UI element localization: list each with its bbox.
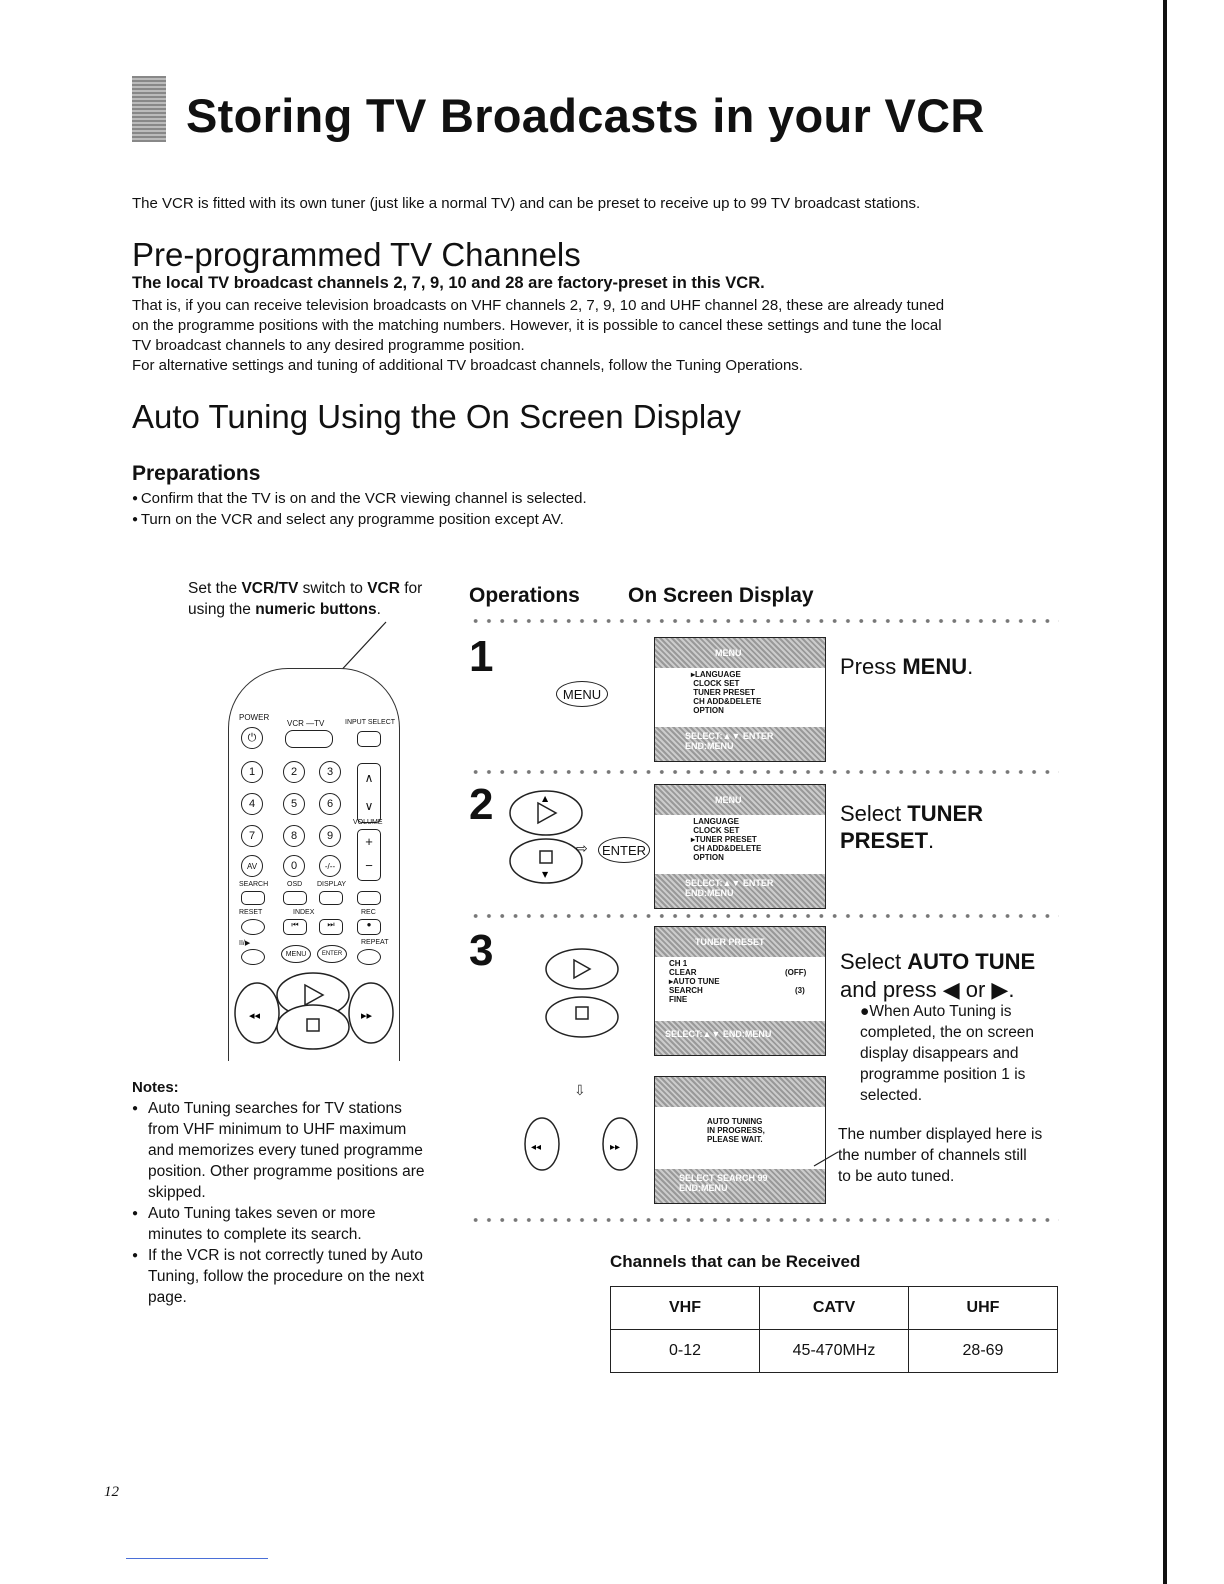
step-instruction: Select AUTO TUNE and press ◀ or ▶. (840, 949, 1036, 1002)
table-row (611, 1330, 1058, 1373)
osd-footer: SELECT:▲▼ END:MENU (665, 1029, 772, 1039)
display-button[interactable] (319, 891, 343, 905)
repeat-button[interactable] (357, 949, 381, 965)
auto-tuning-heading: Auto Tuning Using the On Screen Display (132, 398, 742, 435)
step-bullet: ●When Auto Tuning is completed, the on screen display disappears and programme position 1 is selected. (860, 1003, 1035, 1104)
divider (469, 768, 1059, 776)
num-button[interactable]: 8 (283, 825, 305, 847)
dpad-icon[interactable] (544, 945, 626, 1045)
page-edge-rule (1163, 0, 1167, 1584)
operations-heading: Operations (469, 584, 580, 607)
step-instruction: Press MENU. (840, 654, 974, 679)
channels-heading: Channels that can be Received (610, 1252, 861, 1271)
num-button[interactable]: 4 (241, 793, 263, 815)
table-header-row (611, 1287, 1058, 1330)
osd-screen (654, 784, 826, 909)
table-header: CATV (760, 1287, 909, 1330)
osd-footer: SELECT:▲▼ ENTER END:MENU (685, 731, 774, 751)
menu-key[interactable]: MENU (556, 681, 608, 707)
osd-footer: SELECT SEARCH 99 END:MENU (679, 1173, 768, 1193)
preparations-list (132, 488, 587, 530)
table-cell: 45-470MHz (760, 1330, 909, 1373)
vcrtv-label: VCR —TV (287, 719, 325, 728)
svg-text:◂◂: ◂◂ (531, 1142, 542, 1153)
notes-block (132, 1077, 462, 1308)
osd-menu: ▸LANGUAGE CLOCK SET TUNER PRESET CH ADD&DELETE OPTION (691, 670, 762, 715)
step-number: 3 (469, 926, 494, 975)
svg-text:▼: ▼ (542, 870, 549, 879)
table-header: VHF (611, 1287, 760, 1330)
osd-screen (654, 637, 826, 762)
display-label: DISPLAY (317, 881, 347, 888)
footer-rule (126, 1558, 268, 1559)
osd-footer: SELECT:▲▼ ENTER END:MENU (685, 878, 774, 898)
osd-screen (654, 926, 826, 1056)
arrow-icon: ⇨ (576, 840, 588, 856)
power-label: POWER (239, 713, 270, 722)
list-item: ● Auto Tuning searches for TV stations from VHF minimum to UHF maximum and memorizes every tuned programme position. Other programme positions are skipped. (132, 1100, 425, 1201)
search-label: SEARCH (239, 881, 269, 888)
rec-button[interactable]: ● (357, 919, 381, 935)
left-right-buttons[interactable] (522, 1112, 642, 1182)
reset-button[interactable] (241, 919, 265, 935)
list-item: ● Auto Tuning takes seven or more minutes to complete its search. (132, 1205, 376, 1243)
channels-table (610, 1286, 1058, 1373)
list-item: ● If the VCR is not correctly tuned by Auto Tuning, follow the procedure on the next page. (132, 1247, 425, 1306)
osd-button[interactable] (283, 891, 307, 905)
notes-heading: Notes: (132, 1079, 179, 1096)
input-select-label: INPUT SELECT (345, 719, 396, 726)
preparations-heading: Preparations (132, 462, 261, 485)
page-title: Storing TV Broadcasts in your VCR (186, 89, 985, 142)
volume-buttons[interactable]: + − (357, 829, 381, 881)
num-button[interactable]: 0 (283, 855, 305, 877)
repeat-label: REPEAT (361, 939, 389, 946)
channel-up-down[interactable]: ∧ ∨ (357, 763, 381, 823)
preprogrammed-heading: Pre-programmed TV Channels (132, 236, 581, 273)
divider (469, 1216, 1059, 1224)
step-instruction: Select TUNER PRESET. (840, 801, 984, 853)
remote-dpad[interactable] (229, 965, 399, 1061)
divider (469, 912, 1059, 920)
num-button[interactable]: 6 (319, 793, 341, 815)
table-header: UHF (909, 1287, 1058, 1330)
callout-line (810, 1150, 840, 1170)
osd-search-value: (3) (795, 986, 805, 995)
index-forward-button[interactable]: ⏭ (319, 919, 343, 935)
vcrtv-switch[interactable] (285, 730, 333, 748)
index-label: INDEX (293, 909, 315, 916)
preprogrammed-bold: The local TV broadcast channels 2, 7, 9, 10 and 28 are factory-preset in this VCR. (132, 274, 765, 292)
step-number: 2 (469, 780, 494, 829)
svg-text:◂◂: ◂◂ (249, 1009, 261, 1022)
volume-label: VOLUME (353, 819, 383, 826)
menu-button[interactable]: MENU (281, 945, 311, 963)
page-number: 12 (104, 1484, 119, 1500)
remote-note: Set the VCR/TV switch to VCR for using the numeric buttons. (188, 580, 423, 618)
num-button[interactable]: 3 (319, 761, 341, 783)
down-arrow-icon: ⇩ (574, 1082, 586, 1098)
osd-menu: CH 1 CLEAR ▸AUTO TUNE SEARCH FINE (669, 959, 720, 1004)
intro-text: The VCR is fitted with its own tuner (just like a normal TV) and can be preset to receive up to 99 TV broadcast stations. (132, 195, 921, 212)
list-item: ● Confirm that the TV is on and the VCR viewing channel is selected. (132, 488, 587, 509)
num-button[interactable]: 1 (241, 761, 263, 783)
osd-heading: On Screen Display (628, 584, 814, 607)
num-button[interactable]: 5 (283, 793, 305, 815)
input-select-button[interactable] (357, 731, 381, 747)
svg-text:▸▸: ▸▸ (610, 1142, 621, 1153)
osd-title: MENU (715, 795, 742, 805)
osd-label: OSD (287, 881, 303, 888)
num-button[interactable]: 2 (283, 761, 305, 783)
osd-menu: LANGUAGE CLOCK SET ▸TUNER PRESET CH ADD&DELETE OPTION (691, 817, 762, 862)
svg-text:▲: ▲ (542, 794, 549, 803)
index-back-button[interactable]: ⏮ (283, 919, 307, 935)
title-marker (132, 76, 166, 142)
extra-button[interactable] (357, 891, 381, 905)
reset-label: RESET (239, 909, 263, 916)
search-button[interactable] (241, 891, 265, 905)
table-cell: 28-69 (909, 1330, 1058, 1373)
remote-control (228, 668, 400, 1061)
step-number: 1 (469, 632, 494, 681)
enter-button[interactable]: ENTER (317, 945, 347, 963)
osd-note: The number displayed here is the number of channels still to be auto tuned. (838, 1126, 1043, 1185)
osd-off-value: (OFF) (785, 968, 807, 977)
rec-label: REC (361, 909, 376, 916)
divider (469, 617, 1059, 625)
av-button[interactable]: AV (241, 855, 263, 877)
dash-button[interactable]: -/-- (319, 855, 341, 877)
num-button[interactable]: 9 (319, 825, 341, 847)
osd-title: TUNER PRESET (695, 937, 765, 947)
table-cell: 0-12 (611, 1330, 760, 1373)
preprogrammed-body: That is, if you can receive television broadcasts on VHF channels 2, 7, 9, 10 and UHF channel 28, these are already tuned on the programme positions with the matching numbers. However, it is possible to cancel these settings and tune the local TV broadcast channels to any desired programme position. For alternative settings and tuning of additional TV broadcast channels, follow the Tuning Operations. (132, 297, 945, 374)
osd-screen (654, 1076, 826, 1204)
num-button[interactable]: 7 (241, 825, 263, 847)
enter-key[interactable]: ENTER (598, 837, 650, 863)
svg-text:▸▸: ▸▸ (361, 1009, 373, 1022)
pause-button[interactable] (241, 949, 265, 965)
osd-title: MENU (715, 648, 742, 658)
list-item: ● Turn on the VCR and select any programme position except AV. (132, 509, 587, 530)
dpad-icon[interactable] (508, 783, 590, 891)
pause-label: II/▶ (239, 940, 251, 947)
power-icon[interactable]: ⏻ (241, 727, 263, 749)
osd-progress-text: AUTO TUNING IN PROGRESS, PLEASE WAIT. (707, 1117, 765, 1144)
